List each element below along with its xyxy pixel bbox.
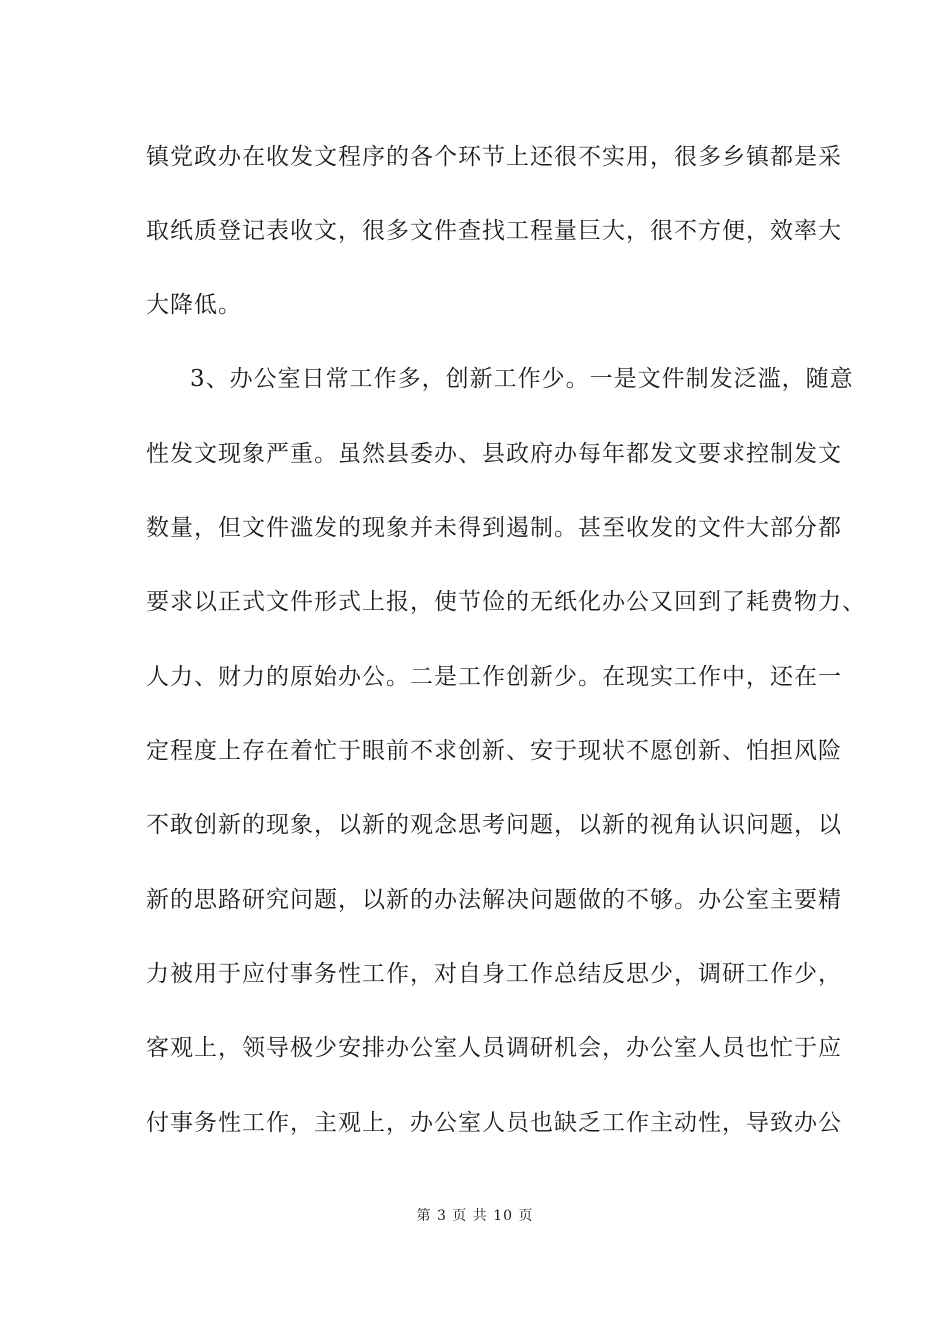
text-line: 不敢创新的现象，以新的观念思考问题，以新的视角认识问题，以 [146,812,842,838]
text-line: 人力、财力的原始办公。二是工作创新少。在现实工作中，还在一 [146,664,842,690]
text-line: 新的思路研究问题，以新的办法解决问题做的不够。办公室主要精 [146,887,842,913]
text-line: 要求以正式文件形式上报，使节俭的无纸化办公又回到了耗费物力、 [146,589,866,615]
text-line: 大降低。 [146,292,242,318]
text-line: 3、办公室日常工作多，创新工作少。一是文件制发泛滥，随意 [190,366,854,392]
text-line: 客观上，领导极少安排办公室人员调研机会，办公室人员也忙于应 [146,1035,842,1061]
text-line: 性发文现象严重。虽然县委办、县政府办每年都发文要求控制发文 [146,441,842,467]
text-line: 力被用于应付事务性工作，对自身工作总结反思少，调研工作少， [146,961,842,987]
page-number-footer: 第 3 页 共 10 页 [416,1208,534,1224]
text-line: 付事务性工作，主观上，办公室人员也缺乏工作主动性，导致办公 [146,1110,842,1136]
text-line: 镇党政办在收发文程序的各个环节上还很不实用，很多乡镇都是采 [146,144,842,170]
text-line: 定程度上存在着忙于眼前不求创新、安于现状不愿创新、怕担风险 [146,738,842,764]
text-line: 数量，但文件滥发的现象并未得到遏制。甚至收发的文件大部分都 [146,515,842,541]
text-line: 取纸质登记表收文，很多文件查找工程量巨大，很不方便，效率大 [146,218,842,244]
